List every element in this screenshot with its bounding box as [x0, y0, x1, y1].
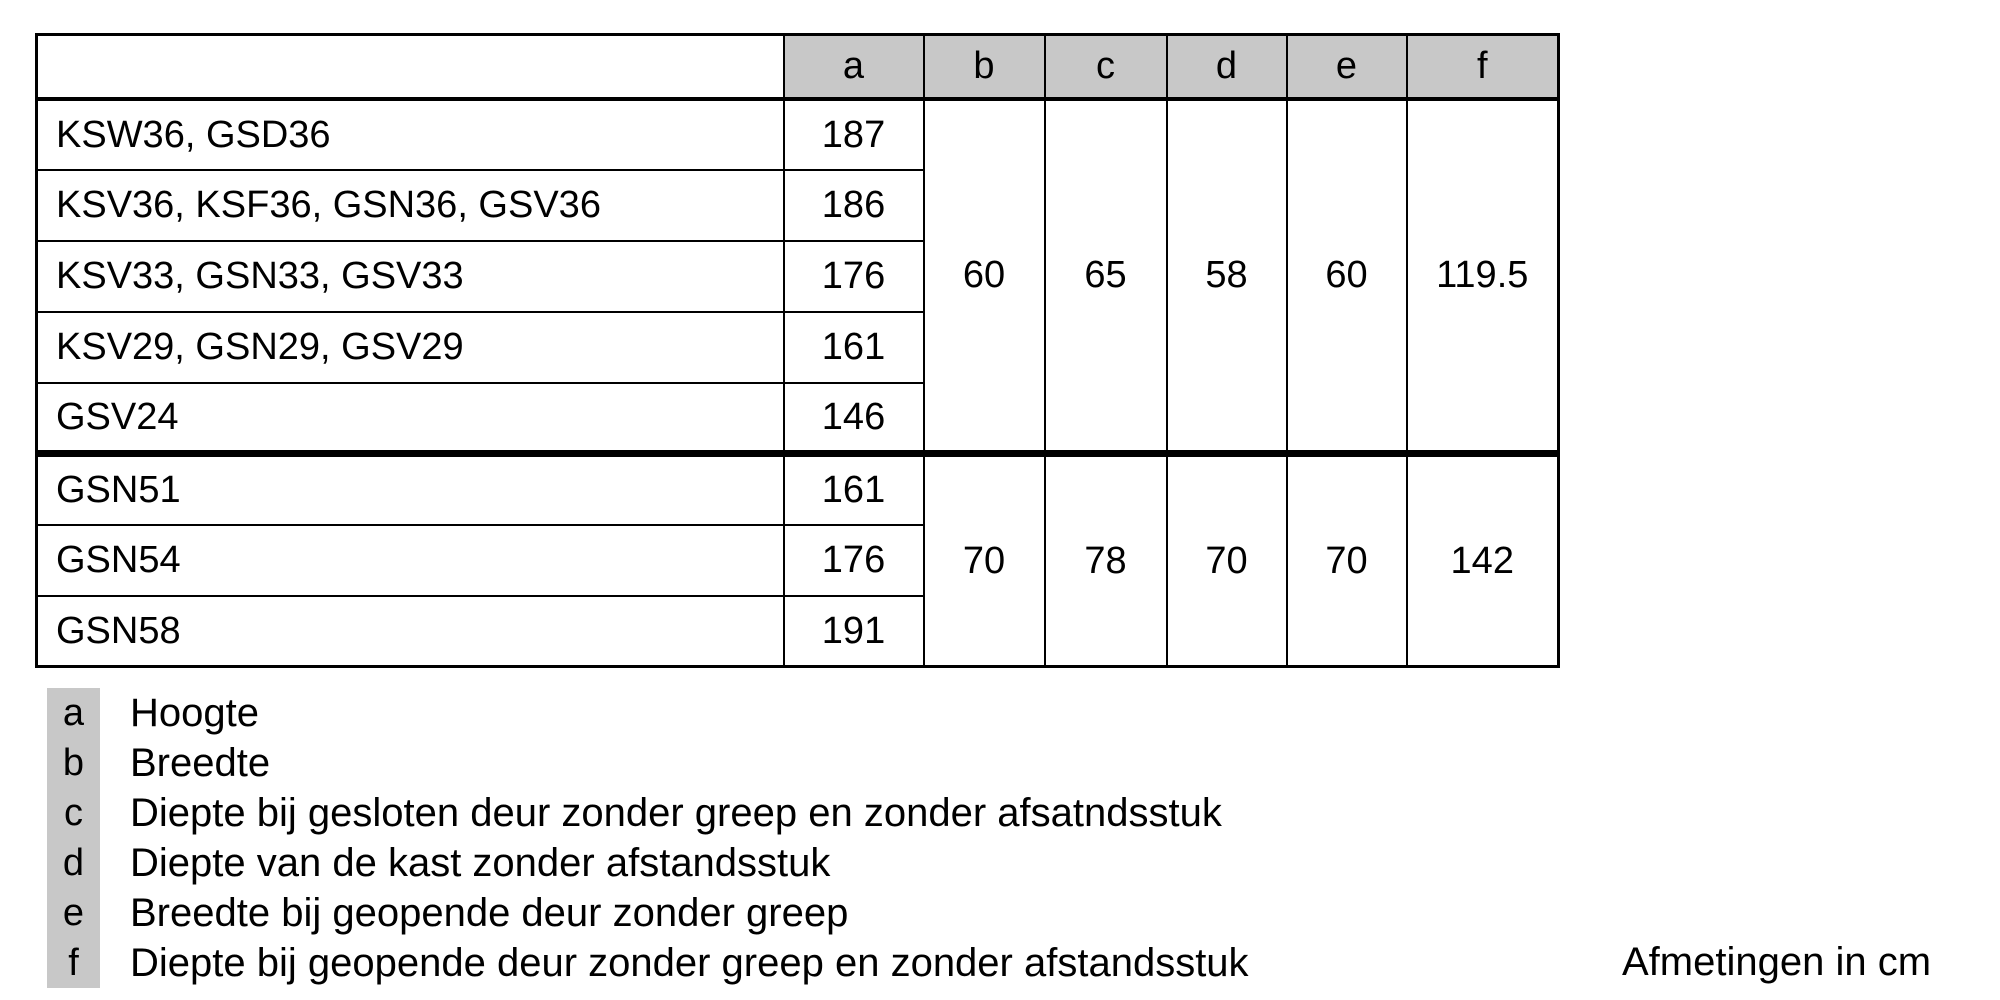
- value-cell-a: 146: [784, 383, 924, 454]
- value-cell-a: 161: [784, 312, 924, 383]
- column-header-e: e: [1287, 35, 1407, 99]
- legend-key: d: [47, 838, 100, 888]
- value-cell-b: 70: [924, 454, 1045, 667]
- column-header-d: d: [1167, 35, 1287, 99]
- model-cell: GSN54: [37, 525, 784, 596]
- legend-item: [47, 738, 1249, 788]
- legend-item: [47, 838, 1249, 888]
- header-empty-cell: [37, 35, 784, 99]
- column-header-a: a: [784, 35, 924, 99]
- value-cell-d: 58: [1167, 99, 1287, 454]
- legend-key: a: [47, 688, 100, 738]
- table-row: [37, 99, 1559, 170]
- legend-label: Breedte: [130, 740, 271, 785]
- value-cell-a: 176: [784, 241, 924, 312]
- value-cell-d: 70: [1167, 454, 1287, 667]
- model-cell: GSN58: [37, 596, 784, 667]
- value-cell-c: 78: [1045, 454, 1167, 667]
- dimensions-table: [35, 33, 1560, 668]
- value-cell-a: 161: [784, 454, 924, 525]
- column-header-f: f: [1407, 35, 1559, 99]
- value-cell-f: 142: [1407, 454, 1559, 667]
- legend-label: Breedte bij geopende deur zonder greep: [130, 890, 849, 935]
- value-cell-a: 187: [784, 99, 924, 170]
- legend-item: [47, 938, 1249, 988]
- model-cell: KSV36, KSF36, GSN36, GSV36: [37, 170, 784, 241]
- model-cell: GSV24: [37, 383, 784, 454]
- model-cell: KSV29, GSN29, GSV29: [37, 312, 784, 383]
- legend-key: f: [47, 938, 100, 988]
- legend-item: [47, 788, 1249, 838]
- model-cell: KSW36, GSD36: [37, 99, 784, 170]
- units-note: Afmetingen in cm: [1622, 940, 1932, 984]
- legend-label: Hoogte: [130, 690, 259, 735]
- legend: [47, 688, 1249, 988]
- legend-label: Diepte bij geopende deur zonder greep en zonder afstandsstuk: [130, 940, 1249, 985]
- value-cell-b: 60: [924, 99, 1045, 454]
- legend-key: b: [47, 738, 100, 788]
- value-cell-e: 70: [1287, 454, 1407, 667]
- column-header-c: c: [1045, 35, 1167, 99]
- table-row: [37, 454, 1559, 525]
- legend-label: Diepte bij gesloten deur zonder greep en zonder afsatndsstuk: [130, 790, 1222, 835]
- legend-key: c: [47, 788, 100, 838]
- legend-key: e: [47, 888, 100, 938]
- legend-label: Diepte van de kast zonder afstandsstuk: [130, 840, 831, 885]
- value-cell-a: 176: [784, 525, 924, 596]
- value-cell-c: 65: [1045, 99, 1167, 454]
- value-cell-a: 191: [784, 596, 924, 667]
- model-cell: GSN51: [37, 454, 784, 525]
- legend-item: [47, 888, 1249, 938]
- value-cell-a: 186: [784, 170, 924, 241]
- column-header-b: b: [924, 35, 1045, 99]
- value-cell-f: 119.5: [1407, 99, 1559, 454]
- legend-item: [47, 688, 1249, 738]
- header-row: [37, 35, 1559, 99]
- value-cell-e: 60: [1287, 99, 1407, 454]
- model-cell: KSV33, GSN33, GSV33: [37, 241, 784, 312]
